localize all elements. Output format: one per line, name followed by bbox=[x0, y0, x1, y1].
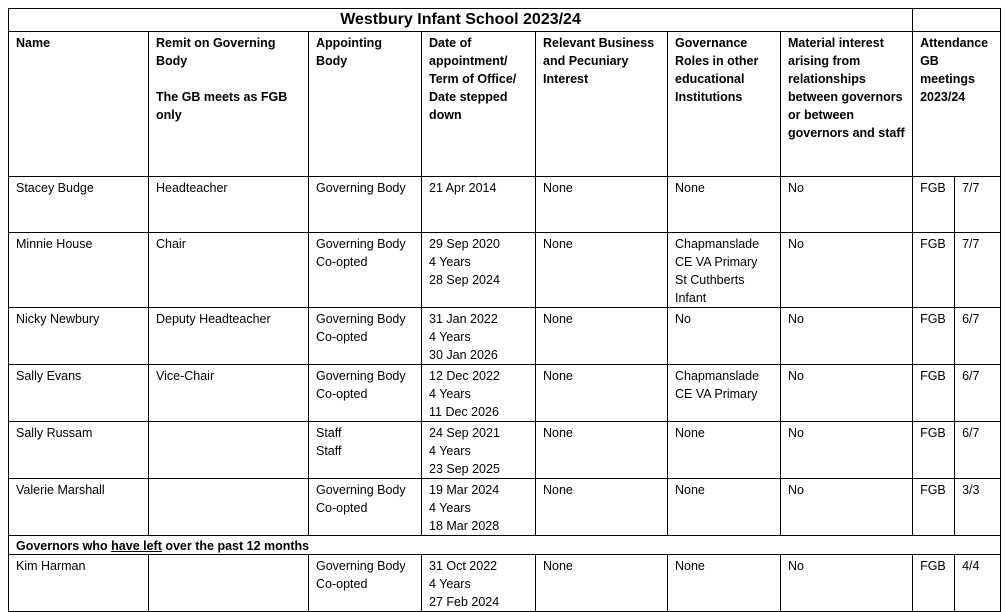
governor-name: Stacey Budge bbox=[9, 177, 149, 233]
governor-remit: Deputy Headteacher bbox=[149, 308, 309, 365]
table-row bbox=[9, 177, 1001, 233]
governor-business: None bbox=[536, 555, 668, 612]
governor-date: 12 Dec 2022 4 Years 11 Dec 2026 bbox=[422, 365, 536, 422]
governor-name: Minnie House bbox=[9, 233, 149, 308]
governor-name: Kim Harman bbox=[9, 555, 149, 612]
governor-attendance-value: 4/4 bbox=[955, 555, 1001, 612]
governor-attendance-body: FGB bbox=[913, 233, 955, 308]
governor-appointing: Governing Body Co-opted bbox=[309, 555, 422, 612]
governor-date: 31 Oct 2022 4 Years 27 Feb 2024 bbox=[422, 555, 536, 612]
governor-remit: Headteacher bbox=[149, 177, 309, 233]
header-remit-label: Remit on Governing Body bbox=[156, 36, 276, 68]
header-appointing: Appointing Body bbox=[309, 32, 422, 177]
governor-attendance-body: FGB bbox=[913, 422, 955, 479]
header-material: Material interest arising from relationships between governors or between governors and staff bbox=[781, 32, 913, 177]
header-row bbox=[9, 32, 1001, 177]
governor-appointing: Governing Body Co-opted bbox=[309, 365, 422, 422]
governor-name: Nicky Newbury bbox=[9, 308, 149, 365]
governor-attendance-body: FGB bbox=[913, 555, 955, 612]
governor-roles: None bbox=[668, 422, 781, 479]
governor-attendance-value: 7/7 bbox=[955, 233, 1001, 308]
governor-attendance-body: FGB bbox=[913, 308, 955, 365]
governor-appointing: Governing Body bbox=[309, 177, 422, 233]
governor-appointing: Governing Body Co-opted bbox=[309, 233, 422, 308]
governor-attendance-value: 6/7 bbox=[955, 308, 1001, 365]
table-row bbox=[9, 365, 1001, 422]
governor-remit bbox=[149, 479, 309, 536]
governor-business: None bbox=[536, 308, 668, 365]
header-roles: Governance Roles in other educational Institutions bbox=[668, 32, 781, 177]
governor-appointing: Governing Body Co-opted bbox=[309, 479, 422, 536]
governor-material: No bbox=[781, 365, 913, 422]
governor-name: Sally Russam bbox=[9, 422, 149, 479]
governor-appointing: Staff Staff bbox=[309, 422, 422, 479]
governor-date: 21 Apr 2014 bbox=[422, 177, 536, 233]
title-spacer-cell bbox=[913, 9, 1001, 32]
governor-material: No bbox=[781, 177, 913, 233]
table-row bbox=[9, 233, 1001, 308]
governors-table bbox=[8, 8, 1001, 612]
governor-business: None bbox=[536, 479, 668, 536]
governor-date: 24 Sep 2021 4 Years 23 Sep 2025 bbox=[422, 422, 536, 479]
section-row-left-governors bbox=[9, 536, 1001, 555]
governor-material: No bbox=[781, 422, 913, 479]
governor-roles: Chapmanslade CE VA Primary St Cuthberts Infant bbox=[668, 233, 781, 308]
governor-date: 29 Sep 2020 4 Years 28 Sep 2024 bbox=[422, 233, 536, 308]
governor-remit: Chair bbox=[149, 233, 309, 308]
governor-date: 31 Jan 2022 4 Years 30 Jan 2026 bbox=[422, 308, 536, 365]
section-heading-suffix: over the past 12 months bbox=[161, 539, 310, 553]
table-row bbox=[9, 479, 1001, 536]
governor-attendance-value: 6/7 bbox=[955, 365, 1001, 422]
governor-name: Sally Evans bbox=[9, 365, 149, 422]
header-date: Date of appointment/ Term of Office/ Date stepped down bbox=[422, 32, 536, 177]
governor-remit: Vice-Chair bbox=[149, 365, 309, 422]
governor-material: No bbox=[781, 555, 913, 612]
governor-roles: No bbox=[668, 308, 781, 365]
header-business: Relevant Business and Pecuniary Interest bbox=[536, 32, 668, 177]
governor-attendance-body: FGB bbox=[913, 365, 955, 422]
governor-remit bbox=[149, 422, 309, 479]
governor-date: 19 Mar 2024 4 Years 18 Mar 2028 bbox=[422, 479, 536, 536]
section-heading-underlined: have left bbox=[111, 539, 162, 553]
governor-business: None bbox=[536, 422, 668, 479]
governor-attendance-body: FGB bbox=[913, 479, 955, 536]
governor-roles: None bbox=[668, 479, 781, 536]
header-name: Name bbox=[9, 32, 149, 177]
governor-attendance-value: 7/7 bbox=[955, 177, 1001, 233]
governor-name: Valerie Marshall bbox=[9, 479, 149, 536]
governor-material: No bbox=[781, 233, 913, 308]
section-heading-prefix: Governors who bbox=[16, 539, 112, 553]
governor-roles: None bbox=[668, 177, 781, 233]
table-row bbox=[9, 422, 1001, 479]
governor-roles: None bbox=[668, 555, 781, 612]
header-attendance: Attendance GB meetings 2023/24 bbox=[913, 32, 1001, 177]
governor-roles: Chapmanslade CE VA Primary bbox=[668, 365, 781, 422]
section-heading bbox=[9, 536, 1001, 555]
governor-appointing: Governing Body Co-opted bbox=[309, 308, 422, 365]
governor-business: None bbox=[536, 177, 668, 233]
title-row bbox=[9, 9, 1001, 32]
governor-business: None bbox=[536, 365, 668, 422]
governor-attendance-value: 6/7 bbox=[955, 422, 1001, 479]
governor-business: None bbox=[536, 233, 668, 308]
governor-material: No bbox=[781, 479, 913, 536]
governor-attendance-value: 3/3 bbox=[955, 479, 1001, 536]
table-row bbox=[9, 308, 1001, 365]
page-title: Westbury Infant School 2023/24 bbox=[9, 9, 913, 32]
governor-material: No bbox=[781, 308, 913, 365]
header-remit-note: The GB meets as FGB only bbox=[156, 90, 288, 122]
header-remit bbox=[149, 32, 309, 177]
governor-attendance-body: FGB bbox=[913, 177, 955, 233]
